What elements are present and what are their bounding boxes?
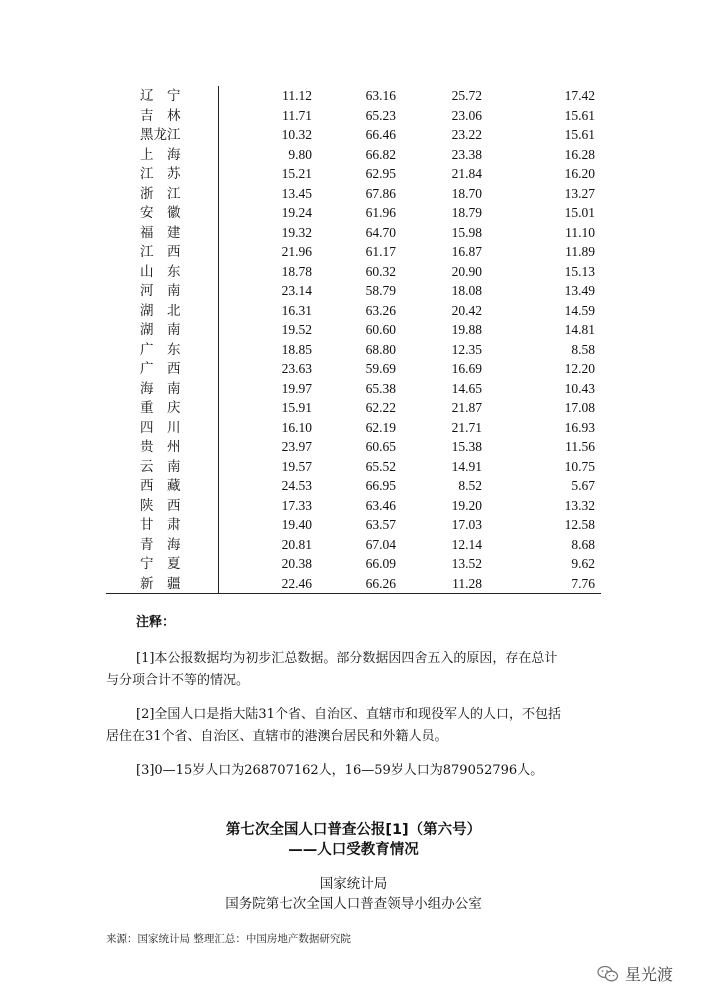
value-cell: 10.32 — [218, 125, 318, 145]
value-cell: 63.16 — [365, 88, 396, 103]
region-name: 新 疆 — [140, 575, 181, 591]
value-cell: 19.32 — [218, 223, 318, 243]
value-cell: 9.80 — [218, 145, 318, 165]
region-name: 吉 林 — [140, 107, 181, 123]
value-cell: 24.53 — [218, 476, 318, 496]
value-cell: 19.20 — [451, 497, 482, 513]
table-row — [106, 320, 601, 340]
value-cell: 60.32 — [365, 263, 396, 279]
value-cell: 16.10 — [218, 418, 318, 438]
value-cell: 13.32 — [564, 497, 595, 513]
value-cell: 65.52 — [365, 458, 396, 474]
value-cell: 5.67 — [571, 478, 595, 493]
issuer-nbs: 国家统计局 — [319, 876, 388, 892]
value-cell: 23.06 — [451, 107, 482, 123]
value-cell: 66.82 — [365, 146, 396, 162]
value-cell: 16.31 — [218, 301, 318, 321]
table-row — [106, 223, 601, 243]
note-1-line-2: 与分项合计不等的情况。 — [106, 673, 250, 688]
note-2 — [106, 704, 606, 748]
value-cell: 20.81 — [218, 535, 318, 555]
region-name: 西 藏 — [140, 478, 181, 493]
value-cell: 14.59 — [564, 302, 595, 318]
region-name: 青 海 — [140, 536, 181, 552]
value-cell: 15.13 — [564, 263, 595, 279]
value-cell: 12.14 — [451, 536, 482, 552]
value-cell: 22.46 — [218, 574, 318, 594]
region-name: 湖 南 — [140, 322, 181, 337]
region-name: 湖 北 — [140, 302, 181, 318]
region-name: 浙 江 — [140, 185, 181, 201]
value-cell: 17.08 — [564, 400, 595, 415]
value-cell: 15.21 — [218, 164, 318, 184]
value-cell: 64.70 — [365, 224, 396, 240]
notes-heading: 注释： — [136, 615, 176, 630]
table-row — [106, 106, 601, 126]
value-cell: 13.27 — [564, 185, 595, 201]
value-cell: 9.62 — [571, 556, 595, 571]
value-cell: 12.20 — [564, 361, 595, 376]
value-cell: 16.20 — [564, 166, 595, 181]
value-cell: 63.46 — [365, 497, 396, 513]
value-cell: 8.68 — [571, 536, 595, 552]
value-cell: 11.89 — [565, 244, 595, 259]
table-body — [106, 86, 601, 593]
value-cell: 65.38 — [365, 380, 396, 396]
value-cell: 14.91 — [451, 458, 482, 474]
note-1-line-1: [1]本公报数据均为初步汇总数据。部分数据因四舍五入的原因，存在总计 — [136, 651, 558, 666]
value-cell: 65.23 — [365, 107, 396, 123]
table-row — [106, 398, 601, 418]
value-cell: 11.71 — [218, 106, 318, 126]
value-cell: 20.90 — [451, 263, 482, 279]
value-cell: 20.38 — [218, 554, 318, 574]
value-cell: 11.10 — [565, 224, 595, 240]
value-cell: 14.65 — [451, 380, 482, 396]
value-cell: 62.95 — [365, 166, 396, 181]
value-cell: 10.43 — [564, 380, 595, 396]
table-row — [106, 281, 601, 301]
region-name: 贵 州 — [140, 439, 181, 454]
region-name: 江 苏 — [140, 166, 181, 181]
value-cell: 60.60 — [365, 322, 396, 337]
table-row — [106, 535, 601, 555]
bulletin-subtitle: ——人口受教育情况 — [288, 842, 419, 858]
value-cell: 25.72 — [451, 88, 482, 103]
value-cell: 17.03 — [451, 517, 482, 532]
value-cell: 21.87 — [451, 400, 482, 415]
region-name: 广 东 — [140, 341, 181, 357]
table-row — [106, 574, 601, 594]
region-name: 河 南 — [140, 283, 181, 298]
value-cell: 18.79 — [451, 205, 482, 220]
value-cell: 18.08 — [451, 283, 482, 298]
table-row — [106, 145, 601, 165]
region-name: 黑龙江 — [140, 127, 181, 142]
value-cell: 15.98 — [451, 224, 482, 240]
value-cell: 23.97 — [218, 437, 318, 457]
table-row — [106, 242, 601, 262]
table-row — [106, 457, 601, 477]
value-cell: 19.24 — [218, 203, 318, 223]
value-cell: 19.52 — [218, 320, 318, 340]
value-cell: 18.70 — [451, 185, 482, 201]
region-name: 福 建 — [140, 224, 181, 240]
value-cell: 11.28 — [452, 575, 482, 591]
value-cell: 66.09 — [365, 556, 396, 571]
value-cell: 63.26 — [365, 302, 396, 318]
source-line: 来源：国家统计局 整理汇总：中国房地产数据研究院 — [106, 933, 351, 945]
value-cell: 16.69 — [451, 361, 482, 376]
value-cell: 15.91 — [218, 398, 318, 418]
note-3 — [106, 760, 606, 782]
value-cell: 23.63 — [218, 359, 318, 379]
value-cell: 12.58 — [564, 517, 595, 532]
note-1 — [106, 648, 606, 692]
table-row — [106, 437, 601, 457]
value-cell: 68.80 — [365, 341, 396, 357]
region-name: 江 西 — [140, 244, 181, 259]
value-cell: 60.65 — [365, 439, 396, 454]
watermark-text: 星光渡 — [625, 965, 674, 984]
value-cell: 19.40 — [218, 515, 318, 535]
table-row — [106, 301, 601, 321]
value-cell: 66.46 — [365, 127, 396, 142]
region-name: 四 川 — [140, 419, 181, 435]
value-cell: 15.38 — [451, 439, 482, 454]
value-cell: 18.85 — [218, 340, 318, 360]
table-row — [106, 379, 601, 399]
value-cell: 23.38 — [451, 146, 482, 162]
value-cell: 63.57 — [365, 517, 396, 532]
value-cell: 10.75 — [564, 458, 595, 474]
table-row — [106, 164, 601, 184]
region-name: 重 庆 — [140, 400, 181, 415]
value-cell: 16.93 — [564, 419, 595, 435]
table-bottom-rule — [106, 593, 601, 594]
region-name: 海 南 — [140, 380, 181, 396]
value-cell: 8.58 — [571, 341, 595, 357]
table-row — [106, 496, 601, 516]
table-row — [106, 125, 601, 145]
value-cell: 11.12 — [218, 86, 318, 106]
value-cell: 19.97 — [218, 379, 318, 399]
table-row — [106, 184, 601, 204]
value-cell: 8.52 — [458, 478, 482, 493]
region-name: 甘 肃 — [140, 517, 181, 532]
value-cell: 15.61 — [564, 127, 595, 142]
value-cell: 67.86 — [365, 185, 396, 201]
value-cell: 66.95 — [365, 478, 396, 493]
value-cell: 21.71 — [451, 419, 482, 435]
value-cell: 16.87 — [451, 244, 482, 259]
value-cell: 16.28 — [564, 146, 595, 162]
bulletin-title: 第七次全国人口普查公报[1]（第六号） — [225, 822, 482, 838]
value-cell: 19.88 — [451, 322, 482, 337]
wechat-icon — [597, 965, 619, 983]
note-3-line-1: [3]0—15岁人口为268707162人，16—59岁人口为879052796人。 — [136, 763, 544, 778]
region-name: 广 西 — [140, 361, 181, 376]
population-age-table — [106, 86, 601, 593]
value-cell: 12.35 — [451, 341, 482, 357]
value-cell: 17.33 — [218, 496, 318, 516]
value-cell: 62.19 — [365, 419, 396, 435]
table-row — [106, 203, 601, 223]
table-row — [106, 359, 601, 379]
value-cell: 23.22 — [451, 127, 482, 142]
note-2-line-2: 居住在31个省、自治区、直辖市的港澳台居民和外籍人员。 — [106, 729, 448, 744]
value-cell: 14.81 — [564, 322, 595, 337]
value-cell: 15.01 — [564, 205, 595, 220]
watermark — [597, 962, 673, 985]
value-cell: 20.42 — [451, 302, 482, 318]
value-cell: 61.17 — [365, 244, 396, 259]
region-name: 云 南 — [140, 458, 181, 474]
table-row — [106, 262, 601, 282]
value-cell: 61.96 — [365, 205, 396, 220]
value-cell: 13.52 — [451, 556, 482, 571]
value-cell: 13.49 — [564, 283, 595, 298]
value-cell: 11.56 — [565, 439, 595, 454]
value-cell: 58.79 — [365, 283, 396, 298]
value-cell: 13.45 — [218, 184, 318, 204]
value-cell: 17.42 — [564, 88, 595, 103]
table-row — [106, 554, 601, 574]
region-name: 陕 西 — [140, 497, 181, 513]
value-cell: 18.78 — [218, 262, 318, 282]
value-cell: 21.84 — [451, 166, 482, 181]
value-cell: 59.69 — [365, 361, 396, 376]
value-cell: 23.14 — [218, 281, 318, 301]
table-row — [106, 340, 601, 360]
table-row — [106, 515, 601, 535]
table-row — [106, 86, 601, 106]
value-cell: 19.57 — [218, 457, 318, 477]
value-cell: 62.22 — [365, 400, 396, 415]
region-name: 辽 宁 — [140, 88, 181, 103]
value-cell: 7.76 — [571, 575, 595, 591]
region-name: 山 东 — [140, 263, 181, 279]
data-table-container — [106, 86, 601, 593]
notes-heading-block — [106, 612, 601, 634]
region-name: 安 徽 — [140, 205, 181, 220]
value-cell: 67.04 — [365, 536, 396, 552]
value-cell: 15.61 — [564, 107, 595, 123]
value-cell: 66.26 — [365, 575, 396, 591]
region-name: 宁 夏 — [140, 556, 181, 571]
note-2-line-1: [2]全国人口是指大陆31个省、自治区、直辖市和现役军人的人口，不包括 — [136, 707, 561, 722]
value-cell: 21.96 — [218, 242, 318, 262]
table-row — [106, 476, 601, 496]
issuer-census-office: 国务院第七次全国人口普查领导小组办公室 — [225, 896, 482, 912]
region-name: 上 海 — [140, 146, 181, 162]
table-row — [106, 418, 601, 438]
